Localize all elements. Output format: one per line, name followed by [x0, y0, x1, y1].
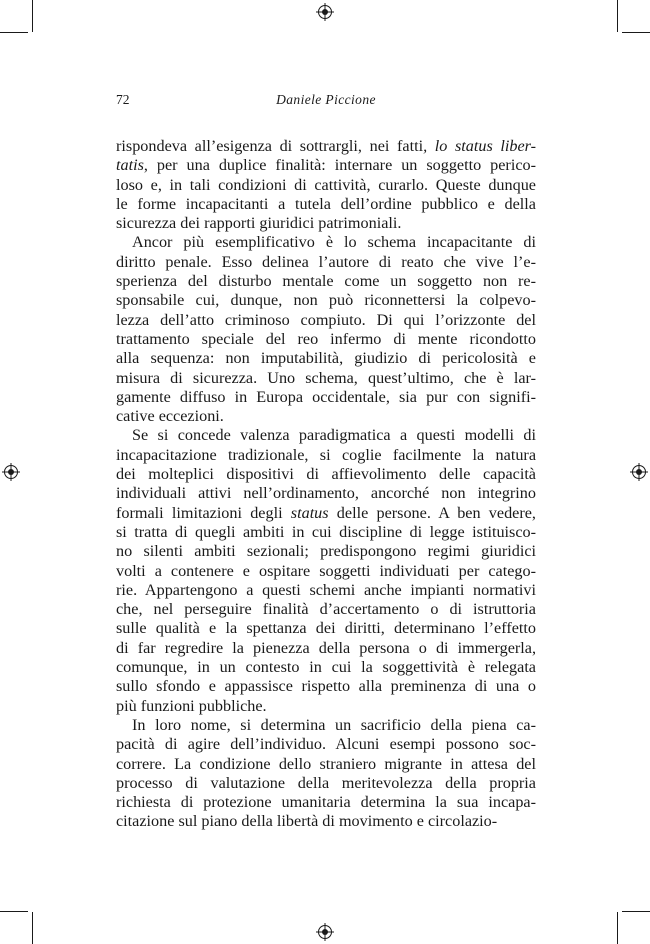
registration-mark-icon [2, 463, 20, 481]
text-line: pacità di agire dell’individuo. Alcuni esempi possono soc- [116, 735, 536, 754]
text-line: formali limitazioni degli status delle persone. A ben vedere, [116, 503, 536, 522]
text-line: individuali attivi nell’ordinamento, ancorché non integrino [116, 484, 536, 503]
text-line: rispondeva all’esigenza di sottrargli, nei fatti, lo status liber- [116, 137, 537, 155]
registration-mark-icon [316, 923, 334, 941]
crop-mark [32, 912, 33, 944]
text-line: processo di valutazione della meritevolezza della propria [116, 773, 536, 792]
text-line: comunque, in un contesto in cui la soggettività è relegata [116, 658, 536, 677]
crop-mark [617, 0, 618, 32]
text-line: diritto penale. Esso delinea l’autore di reato che vive l’e- [116, 252, 536, 271]
text-line: correre. La condizione dello straniero migrante in attesa del [116, 754, 536, 773]
text-line: si tratta di quegli ambiti in cui discipline di legge istituisco- [116, 522, 536, 541]
text-line: citazione sul piano della libertà di movimento e circolazio- [116, 812, 498, 831]
text-line: loso e, in tali condizioni di cattività, curarlo. Queste dunque [116, 175, 536, 194]
crop-mark [622, 911, 650, 912]
crop-mark [0, 911, 28, 912]
text-line: richiesta di protezione umanitaria determina la sua incapa- [116, 793, 536, 812]
text-line: che, nel perseguire finalità d’accertamento o di istruttoria [116, 600, 536, 619]
text-line: sulle qualità e la spettanza dei diritti, determinano l’effetto [116, 619, 536, 638]
running-head: Daniele Piccione [276, 92, 376, 107]
text-line: trattamento speciale del reo infermo di mente ricondotto [116, 329, 536, 348]
text-line: cative eccezioni. [116, 407, 224, 426]
crop-mark [622, 32, 650, 33]
text-line: sperienza del disturbo mentale come un soggetto non re- [116, 272, 536, 291]
text-line: incapacitazione tradizionale, si coglie facilmente la natura [116, 445, 536, 464]
text-line: di far regredire la pienezza della persona o di immergerla, [116, 638, 536, 657]
paragraph [116, 233, 536, 426]
text-line: Ancor più esemplificativo è lo schema incapacitante di [132, 233, 536, 252]
text-line: sponsabile cui, dunque, non può riconnettersi la colpevo- [116, 291, 536, 310]
text-line: più funzioni pubbliche. [116, 696, 267, 715]
crop-mark [32, 0, 33, 32]
paragraph [116, 716, 536, 832]
registration-mark-icon [630, 463, 648, 481]
text-line: tatis, per una duplice finalità: internare un soggetto perico- [116, 156, 536, 175]
page-number: 72 [116, 92, 130, 107]
text-line: alla sequenza: non imputabilità, giudizio di pericolosità e [116, 349, 536, 368]
text-line: Se si concede valenza paradigmatica a questi modelli di [132, 426, 536, 445]
text-line: In loro nome, si determina un sacrificio della piena ca- [132, 715, 536, 734]
text-line: misura di sicurezza. Uno schema, quest’ultimo, che è lar- [116, 368, 536, 387]
text-line: le forme incapacitanti a tutela dell’ordine pubblico e della [116, 194, 536, 213]
text-line: no silenti ambiti sezionali; predispongono regimi giuridici [116, 542, 536, 561]
text-line: dei molteplici dispositivi di affievolimento delle capacità [116, 465, 536, 484]
text-line: sullo sfondo e appassisce rispetto alla preminenza di una o [116, 677, 536, 696]
text-line: gamente diffuso in Europa occidentale, sia pur con signifi- [116, 387, 536, 406]
text-line: sicurezza dei rapporti giuridici patrimoniali. [116, 214, 402, 233]
page-header [116, 92, 536, 112]
paragraph [116, 137, 536, 233]
text-line: volti a contenere e ospitare soggetti individuati per catego- [116, 561, 536, 580]
crop-mark [617, 912, 618, 944]
crop-mark [0, 32, 28, 33]
text-line: rie. Appartengono a questi schemi anche impianti normativi [116, 580, 536, 599]
registration-mark-icon [316, 3, 334, 21]
paragraph [116, 426, 536, 715]
text-line: lezza dell’atto criminoso compiuto. Di qui l’orizzonte del [116, 310, 536, 329]
body-text [116, 137, 536, 832]
